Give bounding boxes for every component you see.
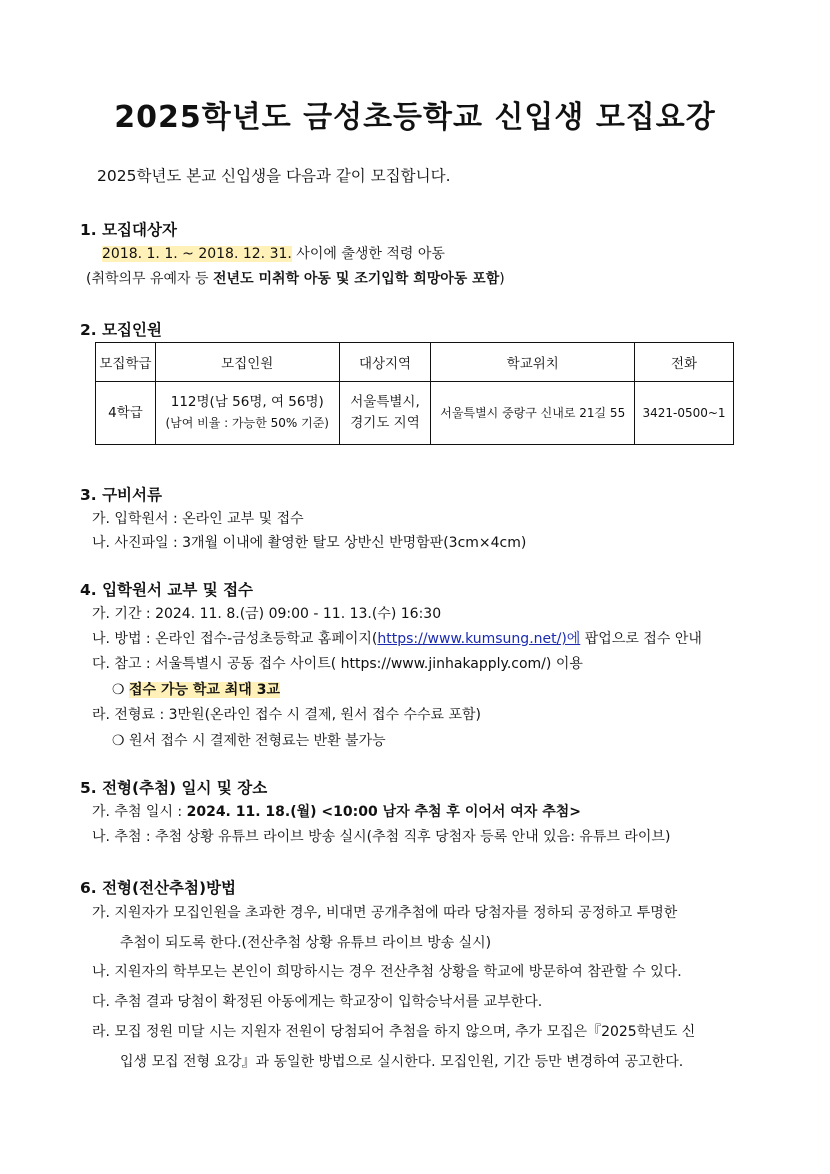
- table-row: [96, 382, 734, 445]
- section-6-na: 나. 지원자의 학부모는 본인이 희망하시는 경우 전산추첨 상황을 학교에 방문하여 참관할 수 있다.: [92, 964, 682, 980]
- section-4-fee: 라. 전형료 : 3만원(온라인 접수 시 결제, 원서 접수 수수료 포함): [92, 707, 482, 723]
- table-header-cell: 모집인원: [155, 343, 339, 382]
- section-6-ga-1: 가. 지원자가 모집인원을 초과한 경우, 비대면 공개추첨에 따라 당첨자를 정하되 공정하고 투명한: [92, 905, 678, 921]
- location-cell: 서울특별시 중랑구 신내로 21길 55: [431, 382, 635, 445]
- method-pre: 나. 방법 : 온라인 접수-금성초등학교 홈페이지(: [92, 631, 378, 647]
- section-5-line-1: [92, 801, 581, 821]
- bullet-icon: ❍: [112, 733, 125, 749]
- section-4-method: [92, 628, 702, 648]
- section-5-line-2: 나. 추첨 : 추첨 상황 유튜브 라이브 방송 실시(추첨 직후 당첨자 등록 안내 있음: 유튜브 라이브): [92, 829, 671, 845]
- region-cell: [339, 382, 431, 445]
- section-6-ga-2: 추첨이 되도록 한다.(전산추첨 상황 유튜브 라이브 방송 실시): [120, 935, 492, 951]
- section-3-heading: 3. 구비서류: [80, 486, 162, 504]
- section-4-heading: 4. 입학원서 교부 및 접수: [80, 581, 254, 599]
- phone-cell: 3421-0500~1: [635, 382, 734, 445]
- section-1-note-post: ): [499, 271, 505, 287]
- count-cell: [155, 382, 339, 445]
- lottery-date: 2024. 11. 18.(월) <10:00 남자 추첨 후 이어서 여자 추첨>: [186, 804, 581, 820]
- table-header-cell: 대상지역: [339, 343, 431, 382]
- section-6-ra-1: 라. 모집 정원 미달 시는 지원자 전원이 당첨되어 추첨을 하지 않으며, 추가 모집은『2025학년도 신: [92, 1024, 696, 1040]
- section-6-ra-2: 입생 모집 전형 요강』과 동일한 방법으로 실시한다. 모집인원, 기간 등만 변경하여 공고한다.: [120, 1054, 684, 1070]
- region-line-1: 서울특별시,: [350, 394, 420, 410]
- homepage-link[interactable]: https://www.kumsung.net/)에: [377, 631, 581, 647]
- bullet-icon: ❍: [112, 682, 125, 698]
- table-header-cell: 모집학급: [96, 343, 156, 382]
- refund-note: 원서 접수 시 결제한 전형료는 반환 불가능: [129, 733, 386, 749]
- section-4-bullet-2: [112, 730, 386, 750]
- max-schools-note: 접수 가능 학교 최대 3교: [129, 682, 280, 698]
- section-4-bullet-1: [112, 679, 280, 699]
- table-header-row: [96, 343, 734, 382]
- lottery-date-label: 가. 추첨 일시 :: [92, 804, 187, 820]
- section-3-line-2: 나. 사진파일 : 3개월 이내에 촬영한 탈모 상반신 반명함판(3cm×4cm): [92, 535, 527, 551]
- birth-period: 2018. 1. 1. ~ 2018. 12. 31.: [102, 246, 292, 262]
- section-5-heading: 5. 전형(추첨) 일시 및 장소: [80, 779, 268, 797]
- section-4-reference: 다. 참고 : 서울특별시 공동 접수 사이트( https://www.jinhakapply.com/) 이용: [92, 656, 583, 672]
- section-1-note-bold: 전년도 미취학 아동 및 조기입학 희망아동 포함: [213, 271, 500, 287]
- classes-cell: 4학급: [96, 382, 156, 445]
- count-value: 112명(남 56명, 여 56명): [170, 394, 324, 410]
- intro-text: 2025학년도 본교 신입생을 다음과 같이 모집합니다.: [97, 167, 451, 185]
- section-4-period: 가. 기간 : 2024. 11. 8.(금) 09:00 - 11. 13.(수) 16:30: [92, 606, 442, 622]
- section-2-heading: 2. 모집인원: [80, 321, 162, 339]
- section-1-line-1: [102, 243, 445, 263]
- section-6-da: 다. 추첨 결과 당첨이 확정된 아동에게는 학교장이 입학승낙서를 교부한다.: [92, 994, 543, 1010]
- table-header-cell: 전화: [635, 343, 734, 382]
- region-line-2: 경기도 지역: [350, 415, 420, 431]
- section-1-heading: 1. 모집대상자: [80, 221, 177, 239]
- table-header-cell: 학교위치: [431, 343, 635, 382]
- section-6-heading: 6. 전형(전산추첨)방법: [80, 879, 237, 897]
- birth-period-rest: 사이에 출생한 적령 아동: [291, 246, 445, 262]
- method-post: 팝업으로 접수 안내: [580, 631, 702, 647]
- section-1-line-2: [86, 268, 505, 288]
- section-3-line-1: 가. 입학원서 : 온라인 교부 및 접수: [92, 511, 304, 527]
- count-note: (남여 비율 : 가능한 50% 기준): [165, 416, 329, 430]
- recruitment-table: [95, 342, 734, 445]
- document-title: 2025학년도 금성초등학교 신입생 모집요강: [114, 100, 716, 135]
- section-1-note-pre: (취학의무 유예자 등: [86, 271, 214, 287]
